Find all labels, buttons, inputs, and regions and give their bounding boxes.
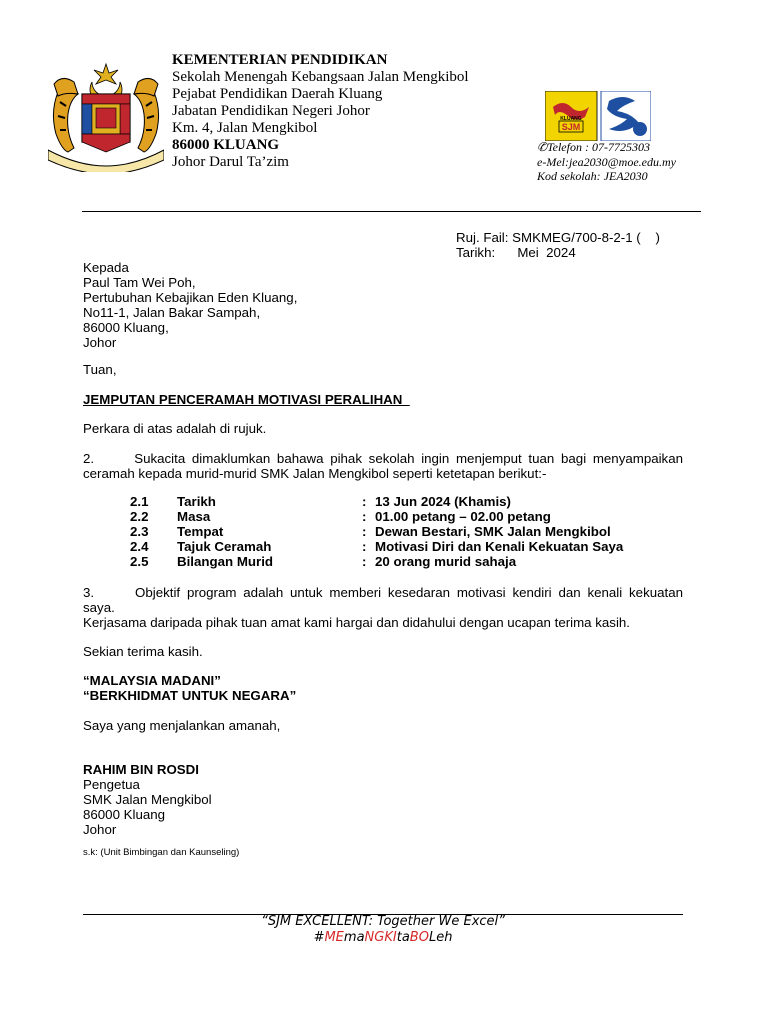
school-name: Sekolah Menengah Kebangsaan Jalan Mengkibol bbox=[172, 69, 469, 85]
telefon-line bbox=[537, 140, 676, 155]
ministry-name: KEMENTERIAN PENDIDIKAN bbox=[172, 52, 388, 68]
hashtag-part: NGKI bbox=[364, 930, 397, 945]
sjm-logo-sub: KLUANG bbox=[560, 116, 582, 122]
recipient-line: Kepada bbox=[83, 260, 129, 275]
footer-hashtag bbox=[83, 930, 683, 946]
paragraph-3-line-2: saya. bbox=[83, 600, 115, 615]
item-label: Tajuk Ceramah bbox=[177, 539, 272, 554]
footer bbox=[83, 914, 683, 946]
recipient-line: Paul Tam Wei Poh, bbox=[83, 275, 196, 290]
paragraph-1: Perkara di atas adalah di rujuk. bbox=[83, 421, 267, 436]
letterhead-divider bbox=[82, 211, 701, 212]
hashtag-part: ME bbox=[324, 930, 344, 945]
details-list bbox=[130, 494, 623, 569]
signatory-line: Johor bbox=[83, 822, 117, 837]
item-value: Dewan Bestari, SMK Jalan Mengkibol bbox=[375, 524, 611, 539]
item-value: Motivasi Diri dan Kenali Kekuatan Saya bbox=[375, 539, 624, 554]
email-text: e-Mel:jea2030@moe.edu.my bbox=[537, 154, 676, 169]
school-logos bbox=[545, 91, 651, 141]
item-value: 01.00 petang – 02.00 petang bbox=[375, 509, 551, 524]
signatory-line: SMK Jalan Mengkibol bbox=[83, 792, 212, 807]
item-separator: : bbox=[362, 554, 367, 569]
signatory-name: RAHIM BIN ROSDI bbox=[83, 762, 199, 777]
item-separator: : bbox=[362, 524, 367, 539]
file-reference: Ruj. Fail: SMKMEG/700-8-2-1 ( ) bbox=[456, 230, 660, 245]
footer-motto: “SJM EXCELLENT: Together We Excel” bbox=[261, 914, 505, 929]
slogan-line: “MALAYSIA MADANI” bbox=[83, 673, 221, 688]
signatory-line: 86000 Kluang bbox=[83, 807, 166, 822]
item-separator: : bbox=[362, 539, 367, 554]
recipient-address bbox=[83, 260, 297, 350]
paragraph-3 bbox=[83, 585, 683, 630]
item-number: 2.1 bbox=[130, 494, 149, 509]
coat-of-arms-icon bbox=[48, 62, 164, 172]
hashtag-part: # bbox=[313, 930, 325, 945]
list-item bbox=[130, 554, 623, 569]
hashtag-part: BO bbox=[409, 930, 429, 945]
slogan-line: “BERKHIDMAT UNTUK NEGARA” bbox=[83, 688, 297, 703]
letter-subject: JEMPUTAN PENCERAMAH MOTIVASI PERALIHAN bbox=[83, 392, 410, 407]
item-number: 2.4 bbox=[130, 539, 149, 554]
paragraph-3-line-3: Kerjasama daripada pihak tuan amat kami hargai dan didahului dengan ucapan terima kasih. bbox=[83, 615, 630, 630]
amanah-text: Saya yang menjalankan amanah, bbox=[83, 718, 281, 733]
reference-block bbox=[456, 230, 660, 260]
list-item bbox=[130, 494, 623, 509]
item-value: 20 orang murid sahaja bbox=[375, 554, 517, 569]
recipient-line: No11-1, Jalan Bakar Sampah, bbox=[83, 305, 261, 320]
closing-remark: Sekian terima kasih. bbox=[83, 644, 203, 659]
list-item bbox=[130, 524, 623, 539]
list-item bbox=[130, 539, 623, 554]
telefon-text: Telefon : 07-7725303 bbox=[547, 140, 650, 154]
recipient-line: Pertubuhan Kebajikan Eden Kluang, bbox=[83, 290, 298, 305]
list-item bbox=[130, 509, 623, 524]
district-office: Pejabat Pendidikan Daerah Kluang bbox=[172, 86, 383, 102]
item-label: Masa bbox=[177, 509, 211, 524]
hashtag-part: ma bbox=[343, 930, 365, 945]
details-table bbox=[130, 494, 623, 569]
paragraph-2-line-1: 2. Sukacita dimaklumkan bahawa pihak sekolah ingin menjemput tuan bagi menyampaikan bbox=[83, 451, 683, 466]
item-separator: : bbox=[362, 509, 367, 524]
paragraph-2 bbox=[83, 451, 683, 481]
hashtag-part: Leh bbox=[428, 930, 453, 945]
paragraph-3-line-1: 3. Objektif program adalah untuk memberi kesedaran motivasi kendiri dan kenali kekuatan bbox=[83, 585, 683, 600]
item-number: 2.5 bbox=[130, 554, 149, 569]
contact-info bbox=[537, 140, 676, 184]
paragraph-2-line-2: ceramah kepada murid-murid SMK Jalan Mengkibol seperti ketetapan berikut:- bbox=[83, 466, 547, 481]
recipient-line: 86000 Kluang, bbox=[83, 320, 169, 335]
signatory-line: Pengetua bbox=[83, 777, 140, 792]
state-department: Jabatan Pendidikan Negeri Johor bbox=[172, 103, 370, 119]
item-number: 2.3 bbox=[130, 524, 149, 539]
item-label: Bilangan Murid bbox=[177, 554, 274, 569]
slogans bbox=[83, 673, 296, 703]
address-state: Johor Darul Ta’zim bbox=[172, 154, 289, 170]
hashtag-part: ta bbox=[396, 930, 410, 945]
letter-date: Tarikh: Mei 2024 bbox=[456, 245, 576, 260]
item-label: Tempat bbox=[177, 524, 224, 539]
recipient-line: Johor bbox=[83, 335, 117, 350]
item-label: Tarikh bbox=[177, 494, 216, 509]
item-value: 13 Jun 2024 (Khamis) bbox=[375, 494, 511, 509]
item-number: 2.2 bbox=[130, 509, 149, 524]
phone-icon: ✆ bbox=[537, 140, 548, 154]
address-street: Km. 4, Jalan Mengkibol bbox=[172, 120, 318, 136]
signature-block bbox=[83, 762, 212, 837]
salutation: Tuan, bbox=[83, 362, 117, 377]
address-postcode: 86000 KLUANG bbox=[172, 137, 280, 153]
copy-to: s.k: (Unit Bimbingan dan Kaunseling) bbox=[83, 847, 240, 858]
sjm-logo-text: SJM bbox=[561, 122, 581, 132]
school-code-text: Kod sekolah: JEA2030 bbox=[537, 169, 648, 183]
item-separator: : bbox=[362, 494, 367, 509]
letterhead bbox=[172, 52, 469, 171]
